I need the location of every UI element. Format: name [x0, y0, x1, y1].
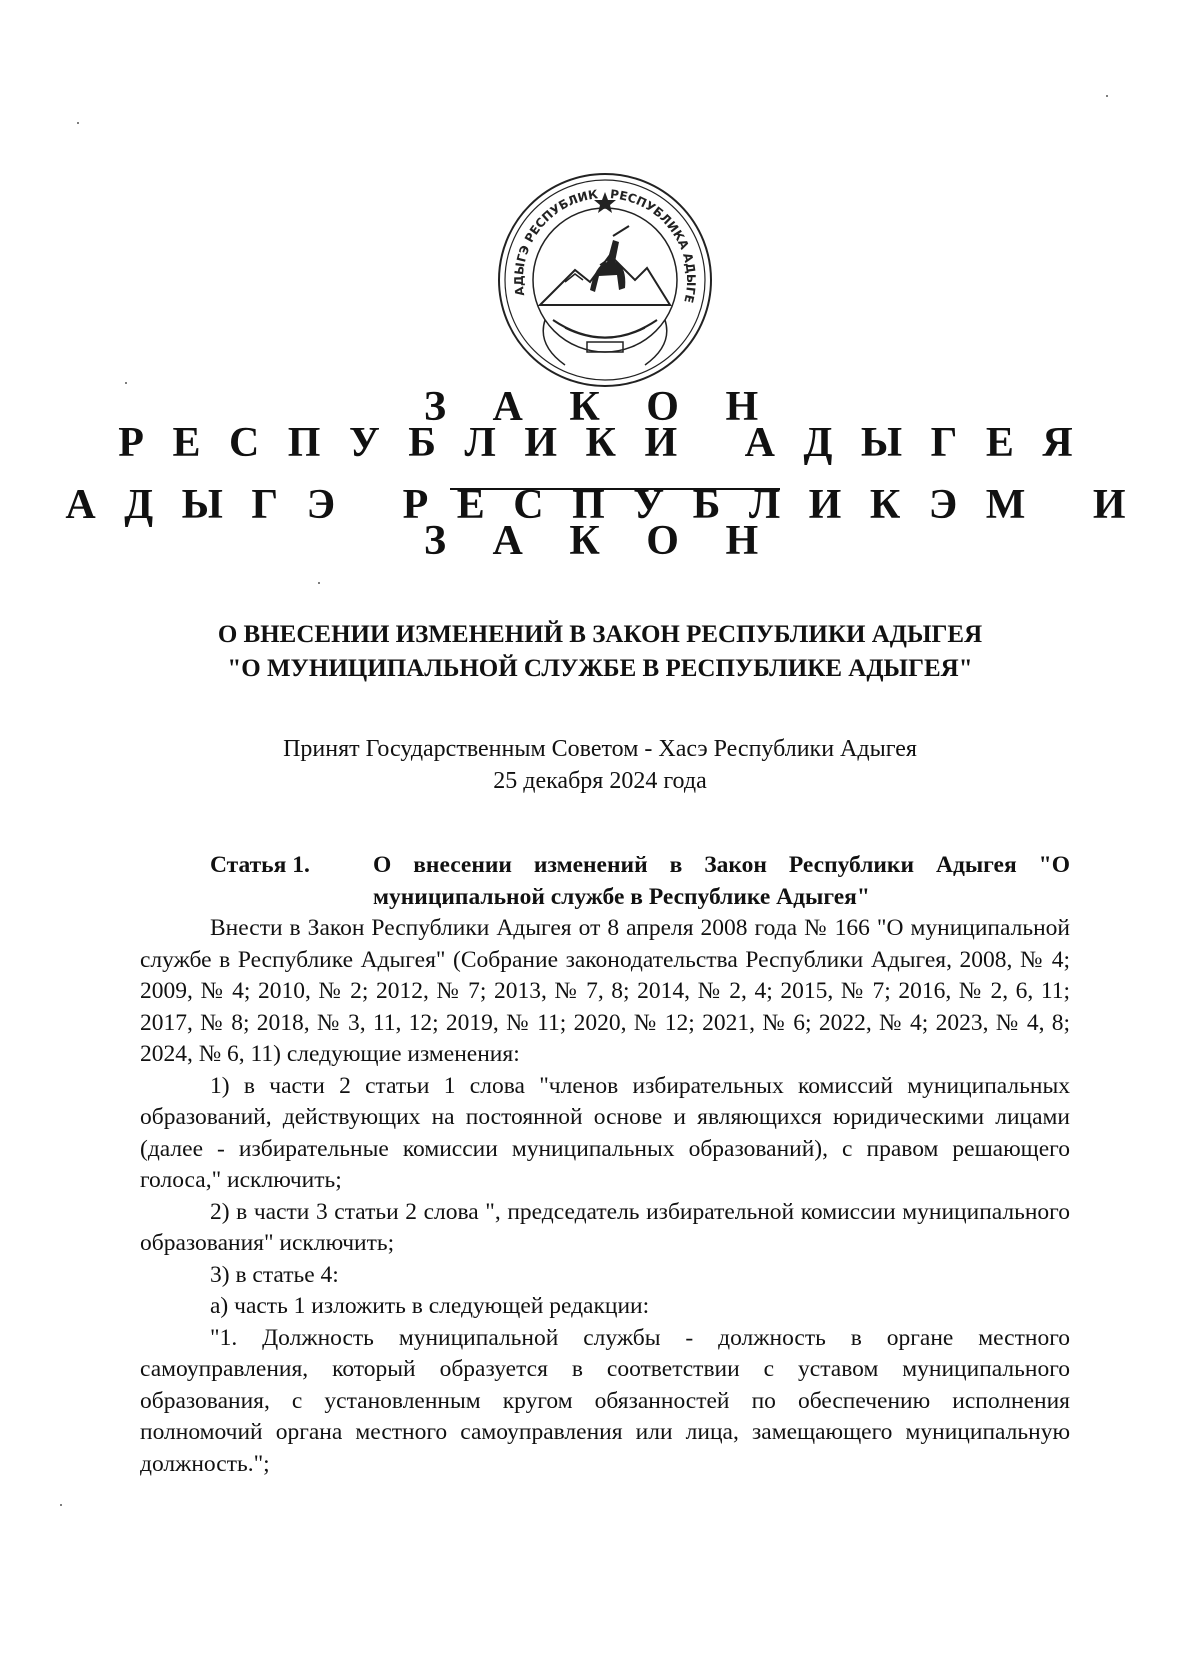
amendment-quote: "1. Должность муниципальной службы - должность в органе местного самоуправления, который образуется в соответствии с уставом муниципального образования, с установленным кругом обязанностей по обеспечению исполнения полномочий органа местного самоуправления или лица, замещающего муниципальную должность."; [140, 1324, 1070, 1477]
coat-of-arms-icon [495, 170, 715, 390]
title-adyghe-republic: А Д Ы Г Э Р Е С П У Б Л И К Э М И [65, 482, 1135, 528]
law-subject-line2: "О МУНИЦИПАЛЬНОЙ СЛУЖБЕ В РЕСПУБЛИКЕ АДЫГЕЯ" [227, 655, 973, 682]
amendment-item-3a: а) часть 1 изложить в следующей редакции: [210, 1293, 650, 1319]
adopted-by: Принят Государственным Советом - Хасэ Республики Адыгея [283, 736, 917, 762]
article-intro: Внести в Закон Республики Адыгея от 8 апреля 2008 года № 166 "О муниципальной службе в Республике Адыгея" (Собрание законодательства Республики Адыгея, 2008, № 4; 2009, № 4; 2010, № 2; 2012, № 7; 2013, № 7, 8; 2014, № 2, 4; 2015, № 7; 2016, № 2, 6, 11; 2017, № 8; 2018, № 3, 11, 12; 2019, № 11; 2020, № 12; 2021, № 6; 2022, № 4; 2023, № 4, 8; 2024, № 6, 11) следующие изменения: [140, 915, 1070, 1067]
scan-speck [125, 382, 127, 384]
title-adyghe-zakon: З А К О Н [423, 518, 777, 564]
adoption-date: 25 декабря 2024 года [493, 768, 707, 794]
coat-of-arms-emblem [495, 170, 715, 390]
svg-text:АДЫГЭ РЕСПУБЛИК [512, 187, 599, 297]
amendment-item-1: 1) в части 2 статьи 1 слова "членов избирательных комиссий муниципальных образований, действующих на постоянной основе и являющихся юридическими лицами (далее - избирательные комиссии муниципальных образований), с правом решающего голоса," исключить; [140, 1072, 1070, 1193]
title-republic: Р Е С П У Б Л И К И А Д Ы Г Е Я [118, 420, 1082, 466]
law-subject-line1: О ВНЕСЕНИИ ИЗМЕНЕНИЙ В ЗАКОН РЕСПУБЛИКИ АДЫГЕЯ [217, 621, 983, 648]
amendment-item-2: 2) в части 3 статьи 2 слова ", председатель избирательной комиссии муниципального образования" исключить; [140, 1198, 1070, 1256]
article-1 [140, 850, 1070, 1480]
article-title: О внесении изменений в Закон Республики Адыгея "О муниципальной службе в Республике Адыгея" [373, 852, 1070, 910]
emblem-text-left: АДЫГЭ РЕСПУБЛИК [511, 187, 599, 297]
emblem-text-right: РЕСПУБЛИКА АДЫГЕ [609, 187, 699, 305]
amendment-item-3: 3) в статье 4: [210, 1261, 339, 1288]
title-zakon: З А К О Н [423, 384, 777, 430]
scan-speck [77, 122, 79, 124]
scan-speck [318, 582, 320, 584]
scan-speck [1106, 95, 1108, 97]
scan-speck [60, 1504, 62, 1506]
article-label: Статья 1. [210, 852, 310, 878]
article-heading [140, 850, 1070, 913]
